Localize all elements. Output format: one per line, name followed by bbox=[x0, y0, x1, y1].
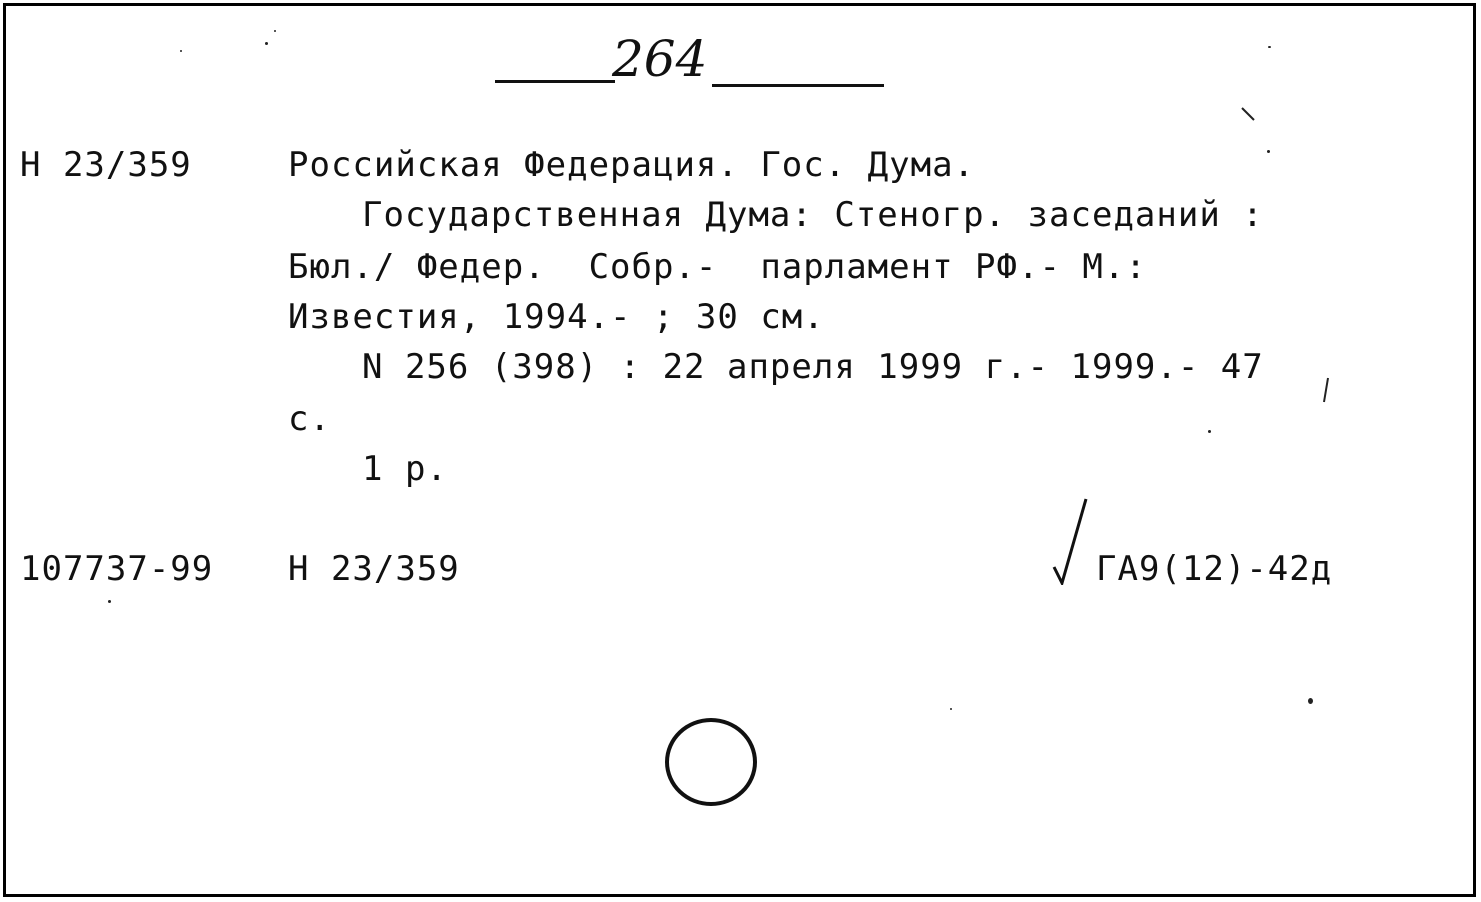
heading-line: Российская Федерация. Гос. Дума. bbox=[288, 145, 976, 185]
accession-number: 107737-99 bbox=[20, 549, 214, 589]
stray-mark bbox=[1240, 106, 1260, 126]
handwritten-number: 264 bbox=[612, 30, 708, 88]
issue-line-1: N 256 (398) : 22 апреля 1999 г.- 1999.- 47 bbox=[362, 347, 1264, 387]
handwritten-number-underline-left bbox=[495, 80, 615, 83]
speck bbox=[1268, 46, 1271, 48]
shelfmark-bottom: Н 23/359 bbox=[288, 549, 460, 589]
speck bbox=[274, 30, 276, 32]
classification-code: ГА9(12)-42д bbox=[1096, 549, 1333, 589]
issue-line-2: с. bbox=[288, 399, 331, 439]
checkmark-icon bbox=[1052, 495, 1092, 585]
handwritten-number-underline-right bbox=[712, 84, 884, 87]
title-line-1: Государственная Дума: Стеногр. заседаний : bbox=[362, 195, 1264, 235]
punch-hole bbox=[665, 718, 757, 806]
speck bbox=[180, 50, 182, 52]
speck bbox=[1267, 150, 1270, 153]
publication-line: Известия, 1994.- ; 30 см. bbox=[288, 297, 825, 337]
price: 1 р. bbox=[362, 449, 448, 489]
speck bbox=[950, 708, 952, 710]
speck bbox=[1308, 698, 1313, 704]
speck bbox=[1208, 430, 1211, 433]
shelfmark-top: Н 23/359 bbox=[20, 145, 192, 185]
pencil-mark bbox=[1312, 374, 1342, 414]
speck bbox=[108, 600, 111, 603]
speck bbox=[265, 42, 268, 45]
title-line-2: Бюл./ Федер. Собр.- парламент РФ.- М.: bbox=[288, 247, 1147, 287]
